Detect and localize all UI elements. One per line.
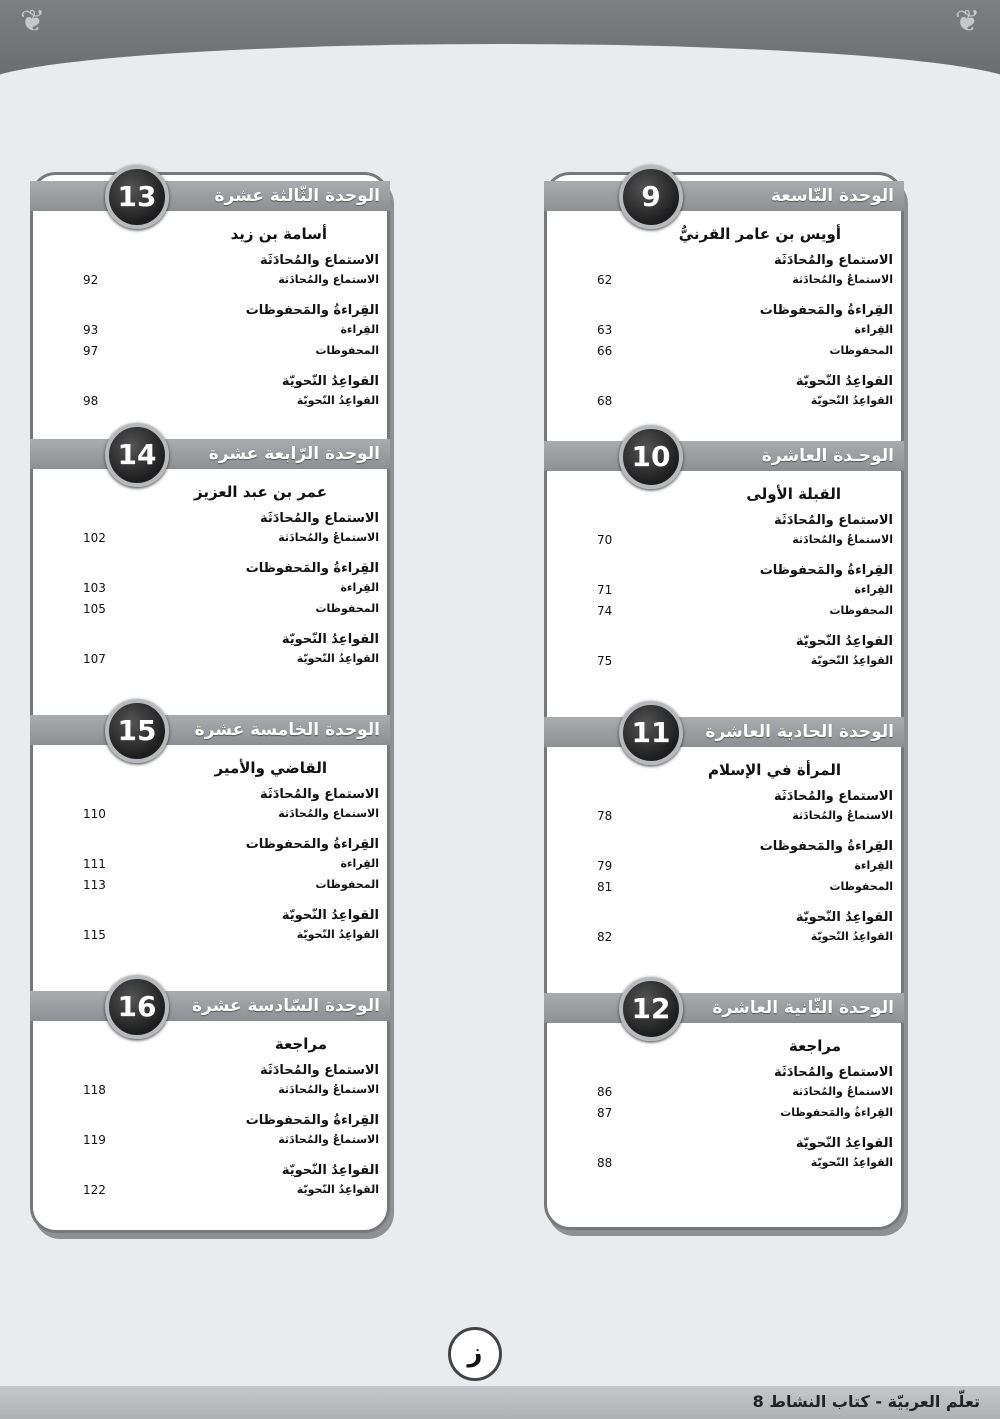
entry-label: القِراءةُ والمَحفوظات: [245, 837, 379, 852]
entry-label: القواعِدُ النّحويّة: [795, 634, 893, 649]
contents-entry[interactable]: [33, 394, 387, 407]
contents-entry[interactable]: [33, 344, 387, 357]
page-number: 111: [83, 857, 106, 871]
entry-label: الاستماع والمُحادَثَة: [259, 787, 379, 802]
entry-label: القواعِدُ النّحويّة: [281, 632, 379, 647]
entry-label: القِراءة: [340, 323, 379, 336]
section-heading[interactable]: [33, 374, 387, 389]
entry-label: القواعِدُ النّحويّة: [810, 930, 893, 943]
entry-label: الاستماعُ والمُحادَثة: [792, 809, 893, 822]
page-number: 122: [83, 1183, 106, 1197]
unit-heading: الوحدة الثّالثة عشرة: [30, 181, 390, 211]
section-heading[interactable]: [547, 1136, 901, 1151]
unit-heading: الوحـدة العاشرة: [544, 441, 904, 471]
page-number: 71: [597, 583, 613, 597]
page-number: 113: [83, 878, 106, 892]
unit-number-badge: 14: [105, 423, 169, 487]
page-number: 105: [83, 602, 106, 616]
section-heading[interactable]: [547, 1065, 901, 1080]
section-heading[interactable]: [547, 634, 901, 649]
entry-label: المحفوظات: [315, 602, 379, 615]
contents-entry[interactable]: [33, 857, 387, 870]
entry-label: الاستماع والمُحادَثَة: [773, 1065, 893, 1080]
contents-entry[interactable]: [33, 928, 387, 941]
entry-label: الاستماع والمُحادَثَة: [773, 253, 893, 268]
page-number: 68: [597, 394, 613, 408]
unit-heading: الوحدة الحادية العاشرة: [544, 717, 904, 747]
entry-label: الاستماعُ والمُحادَثة: [792, 1085, 893, 1098]
unit-number-badge: 13: [105, 165, 169, 229]
entry-label: الاستماع والمُحادَثَة: [259, 253, 379, 268]
entry-label: القواعِدُ النّحويّة: [296, 652, 379, 665]
contents-entry[interactable]: [33, 1183, 387, 1196]
page-number: 107: [83, 652, 106, 666]
unit-title: مراجعة: [788, 1037, 841, 1055]
contents-entry[interactable]: [33, 807, 387, 820]
entry-label: القِراءةُ والمَحفوظات: [780, 1106, 893, 1119]
section-heading[interactable]: [33, 1113, 387, 1128]
unit-title: مراجعة: [274, 1035, 327, 1053]
contents-entry[interactable]: [33, 1133, 387, 1146]
entry-label: القِراءة: [854, 859, 893, 872]
contents-entry[interactable]: [547, 880, 901, 893]
entry-label: الاستماعُ والمُحادَثة: [278, 1133, 379, 1146]
entry-label: الاستماعُ والمُحادَثة: [278, 1083, 379, 1096]
page-number: 79: [597, 859, 613, 873]
contents-entry[interactable]: [547, 859, 901, 872]
page-number: 66: [597, 344, 613, 358]
contents-entry[interactable]: [547, 1106, 901, 1119]
section-heading[interactable]: [33, 787, 387, 802]
contents-entry[interactable]: [547, 654, 901, 667]
contents-entry[interactable]: [547, 273, 901, 286]
entry-label: المحفوظات: [829, 344, 893, 357]
entry-label: القواعِدُ النّحويّة: [296, 394, 379, 407]
contents-entry[interactable]: [547, 930, 901, 943]
page-number: 70: [597, 533, 613, 547]
unit-heading: الوحدة التّاسعة: [544, 181, 904, 211]
page-number: 62: [597, 273, 613, 287]
unit-number-badge: 11: [619, 701, 683, 765]
section-heading[interactable]: [547, 303, 901, 318]
entry-label: القواعِدُ النّحويّة: [810, 654, 893, 667]
contents-entry[interactable]: [33, 652, 387, 665]
page-number: 74: [597, 604, 613, 618]
unit-heading: الوحدة الرّابعة عشرة: [30, 439, 390, 469]
page-number: 92: [83, 273, 99, 287]
page-number: 88: [597, 1156, 613, 1170]
entry-label: القِراءة: [340, 581, 379, 594]
contents-entry[interactable]: [33, 581, 387, 594]
unit-title: المرأة في الإسلام: [707, 761, 841, 779]
page-number: 97: [83, 344, 99, 358]
entry-label: المحفوظات: [315, 344, 379, 357]
section-heading[interactable]: [33, 1063, 387, 1078]
page-number: 93: [83, 323, 99, 337]
entry-label: الاستماع والمُحادَثَة: [259, 1063, 379, 1078]
contents-entry[interactable]: [547, 809, 901, 822]
contents-entry[interactable]: [547, 533, 901, 546]
page-number: 63: [597, 323, 613, 337]
entry-label: القِراءة: [340, 857, 379, 870]
entry-label: القواعِدُ النّحويّة: [795, 1136, 893, 1151]
contents-entry[interactable]: [547, 1085, 901, 1098]
contents-entry[interactable]: [33, 323, 387, 336]
section-heading[interactable]: [33, 837, 387, 852]
unit-title: عمر بن عبد العزيز: [193, 483, 327, 501]
ornament-left-icon: ❦: [20, 4, 46, 39]
unit-heading: الوحدة السّادسة عشرة: [30, 991, 390, 1021]
entry-label: المحفوظات: [829, 604, 893, 617]
contents-entry[interactable]: [547, 1156, 901, 1169]
entry-label: القواعِدُ النّحويّة: [281, 908, 379, 923]
entry-label: المحفوظات: [829, 880, 893, 893]
entry-label: الاستماع والمُحادَثَة: [773, 789, 893, 804]
section-heading[interactable]: [33, 1163, 387, 1178]
section-heading[interactable]: [33, 303, 387, 318]
entry-label: القِراءةُ والمَحفوظات: [759, 303, 893, 318]
unit-title: القبلة الأولى: [746, 485, 841, 503]
entry-label: الاستماع والمُحادَثَة: [259, 511, 379, 526]
header-band: [0, 0, 1000, 78]
entry-label: الاستماع والمُحادَثَة: [773, 513, 893, 528]
footer-title: تعلّم العربيّة - كتاب النشاط 8: [752, 1392, 980, 1411]
entry-label: الاستماعُ والمُحادَثة: [792, 533, 893, 546]
section-heading[interactable]: [547, 910, 901, 925]
entry-label: المحفوظات: [315, 878, 379, 891]
unit-title: القاضي والأمير: [214, 759, 327, 777]
entry-label: القواعِدُ النّحويّة: [281, 1163, 379, 1178]
unit-number-badge: 12: [619, 977, 683, 1041]
page-number: 82: [597, 930, 613, 944]
contents-entry[interactable]: [547, 604, 901, 617]
section-heading[interactable]: [33, 253, 387, 268]
contents-column-left: [30, 172, 390, 1233]
page-number: 98: [83, 394, 99, 408]
unit-number-badge: 10: [619, 425, 683, 489]
page-number: 86: [597, 1085, 613, 1099]
page-number: 87: [597, 1106, 613, 1120]
entry-label: الاستماع والمُحادَثة: [278, 807, 379, 820]
section-heading[interactable]: [33, 511, 387, 526]
contents-entry[interactable]: [33, 602, 387, 615]
contents-column-right: [544, 172, 904, 1230]
entry-label: القواعِدُ النّحويّة: [810, 1156, 893, 1169]
entry-label: القِراءةُ والمَحفوظات: [245, 303, 379, 318]
entry-label: الاستماعُ والمُحادَثة: [792, 273, 893, 286]
section-heading[interactable]: [33, 908, 387, 923]
entry-label: القواعِدُ النّحويّة: [296, 928, 379, 941]
section-heading[interactable]: [547, 513, 901, 528]
entry-label: القِراءة: [854, 583, 893, 596]
ornament-right-icon: ❦: [954, 4, 980, 39]
entry-label: الاستماعُ والمُحادَثة: [278, 531, 379, 544]
section-heading[interactable]: [33, 561, 387, 576]
page-number: 115: [83, 928, 106, 942]
contents-entry[interactable]: [33, 878, 387, 891]
page-number: 119: [83, 1133, 106, 1147]
section-heading[interactable]: [547, 253, 901, 268]
entry-label: القِراءةُ والمَحفوظات: [245, 561, 379, 576]
unit-heading: الوحدة الخامسة عشرة: [30, 715, 390, 745]
contents-entry[interactable]: [33, 1083, 387, 1096]
page-number: 110: [83, 807, 106, 821]
entry-label: القواعِدُ النّحويّة: [795, 910, 893, 925]
page-number: 118: [83, 1083, 106, 1097]
entry-label: القواعِدُ النّحويّة: [281, 374, 379, 389]
page-number: 78: [597, 809, 613, 823]
unit-number-badge: 16: [105, 975, 169, 1039]
section-heading[interactable]: [547, 563, 901, 578]
contents-entry[interactable]: [547, 583, 901, 596]
contents-entry[interactable]: [547, 323, 901, 336]
page-number: 81: [597, 880, 613, 894]
section-heading[interactable]: [547, 789, 901, 804]
contents-entry[interactable]: [33, 273, 387, 286]
page-number: 103: [83, 581, 106, 595]
entry-label: الاستماع والمُحادَثة: [278, 273, 379, 286]
page-letter: ز: [448, 1327, 502, 1381]
unit-number-badge: 15: [105, 699, 169, 763]
page-number: 102: [83, 531, 106, 545]
section-heading[interactable]: [33, 632, 387, 647]
contents-entry[interactable]: [547, 344, 901, 357]
contents-entry[interactable]: [33, 531, 387, 544]
section-heading[interactable]: [547, 374, 901, 389]
entry-label: القِراءةُ والمَحفوظات: [759, 839, 893, 854]
footer-band: [0, 1386, 1000, 1419]
entry-label: القِراءة: [854, 323, 893, 336]
contents-entry[interactable]: [547, 394, 901, 407]
unit-title: أويس بن عامر القرنيُّ: [678, 225, 841, 243]
entry-label: القواعِدُ النّحويّة: [795, 374, 893, 389]
entry-label: القواعِدُ النّحويّة: [296, 1183, 379, 1196]
entry-label: القِراءةُ والمَحفوظات: [759, 563, 893, 578]
entry-label: القواعِدُ النّحويّة: [810, 394, 893, 407]
page-number: 75: [597, 654, 613, 668]
unit-title: أسامة بن زيد: [230, 225, 327, 243]
unit-heading: الوحدة الثّانية العاشرة: [544, 993, 904, 1023]
entry-label: القِراءةُ والمَحفوظات: [245, 1113, 379, 1128]
unit-number-badge: 9: [619, 165, 683, 229]
section-heading[interactable]: [547, 839, 901, 854]
